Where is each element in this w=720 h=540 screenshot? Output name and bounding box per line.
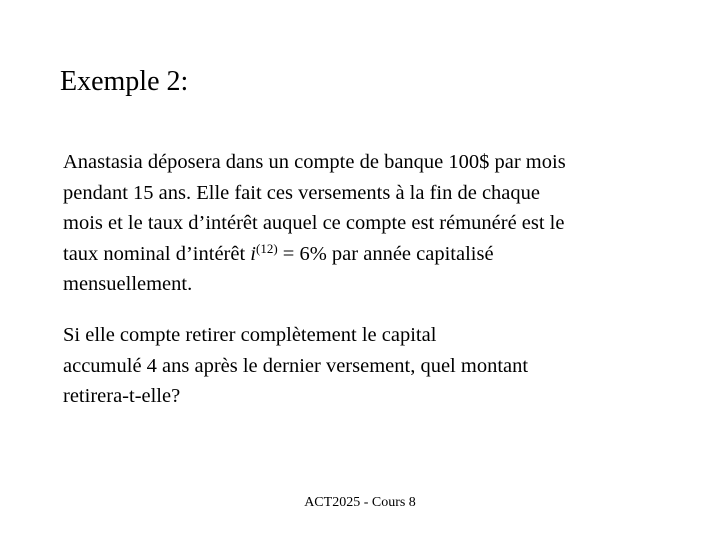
compounding-superscript: (12) <box>256 240 278 256</box>
formula-prefix: taux nominal d’intérêt <box>63 242 251 265</box>
slide-footer: ACT2025 - Cours 8 <box>304 495 416 510</box>
question-paragraph <box>63 320 663 412</box>
text-line: Anastasia déposera dans un compte de banque 100$ par mois <box>63 151 566 173</box>
text-line: accumulé 4 ans après le dernier versement, quel montant <box>63 354 529 377</box>
text-line: mois et le taux d’intérêt auquel ce compte est rémunéré est le <box>63 212 565 234</box>
text-line: Si elle compte retirer complètement le capital <box>63 324 437 346</box>
text-line: pendant 15 ans. Elle fait ces versements à la fin de chaque <box>63 181 541 204</box>
text-line: mensuellement. <box>63 273 193 295</box>
problem-statement-paragraph <box>63 147 663 300</box>
formula-suffix: = 6% par année capitalisé <box>277 242 494 265</box>
text-line: retirera-t-elle? <box>63 385 181 407</box>
text-line-with-formula <box>63 239 663 270</box>
slide-title: Exemple 2: <box>60 66 189 97</box>
interest-rate-variable: i <box>250 242 256 265</box>
